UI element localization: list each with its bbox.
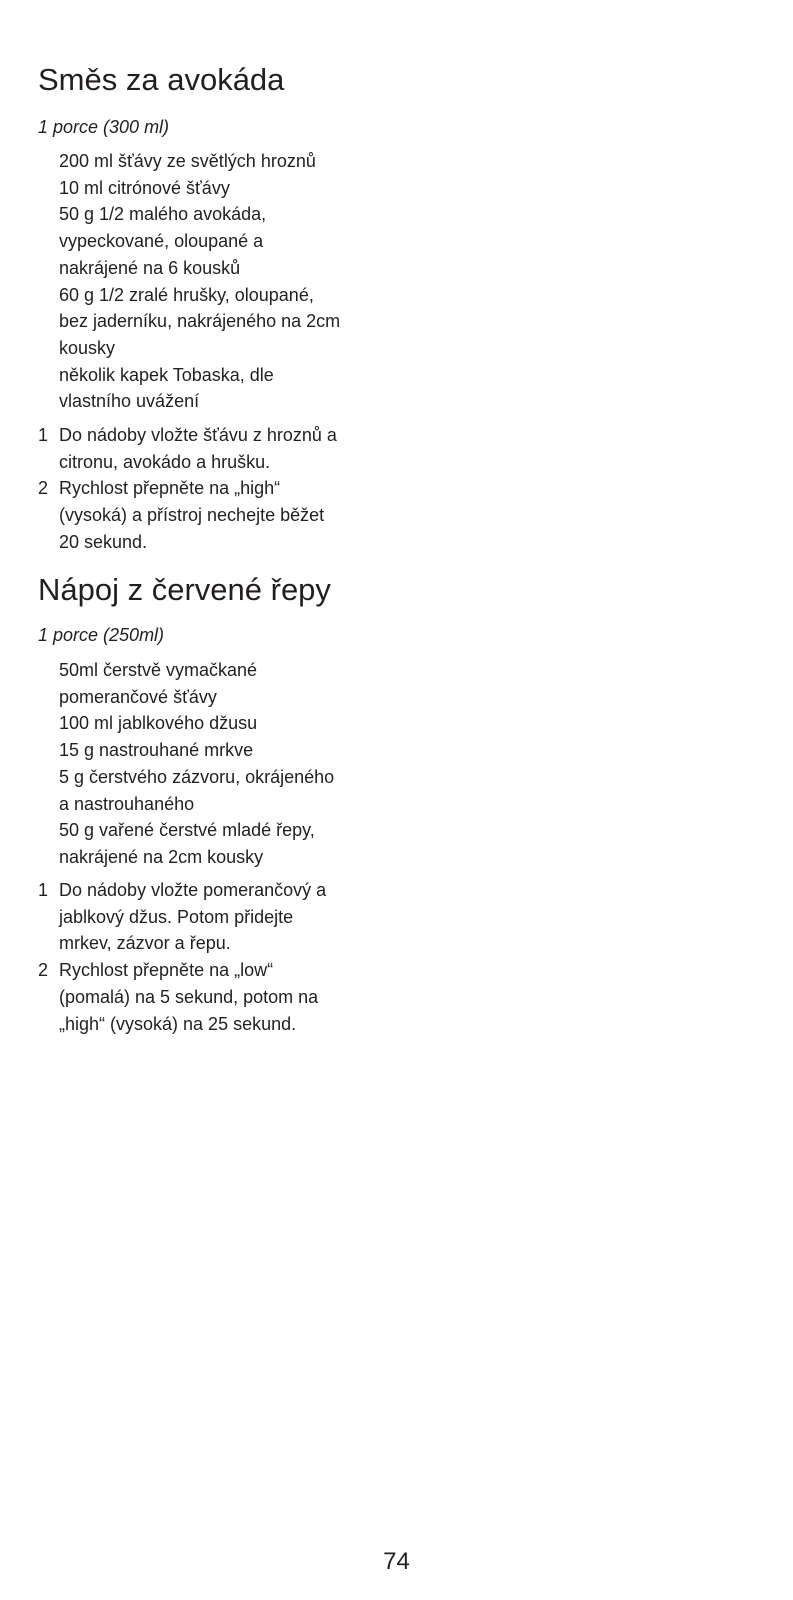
step-number: 2 (38, 478, 49, 499)
page-number: 74 (383, 1548, 410, 1575)
ingredient-item: 5 g čerstvého zázvoru, okrájeného a nastrouhaného (59, 766, 335, 814)
step-text: Do nádoby vložte šťávu z hroznů a citronu, avokádo a hrušku. (59, 425, 337, 472)
step-number: 1 (38, 880, 49, 900)
step-list (38, 877, 398, 1037)
step-text: Do nádoby vložte pomerančový a jablkový džus. Potom přidejte mrkev, zázvor a řepu. (59, 880, 327, 954)
recipe-title: Směs za avokáda (38, 62, 285, 97)
ingredient-item: 10 ml citrónové šťávy (59, 177, 230, 198)
ingredient-item: 50 g vařené čerstvé mladé řepy, nakrájené na 2cm kousky (59, 820, 315, 867)
ingredient-item: 60 g 1/2 zralé hrušky, oloupané, bez jaderníku, nakrájeného na 2cm kousky (59, 284, 341, 358)
step-list (38, 422, 398, 556)
ingredient-item: 50 g 1/2 malého avokáda, vypeckované, oloupané a nakrájené na 6 kousků (59, 204, 267, 278)
ingredient-item: 200 ml šťávy ze světlých hroznů (59, 151, 316, 171)
step-item (38, 957, 398, 1037)
step-item (38, 475, 398, 555)
ingredient-item: 15 g nastrouhané mrkve (59, 740, 254, 761)
ingredient-list (38, 657, 419, 871)
ingredient-item: 50ml čerstvě vymačkané pomerančové šťávy (59, 660, 258, 707)
portion-info: 1 porce (300 ml) (38, 117, 170, 137)
ingredient-list (38, 148, 419, 415)
step-item (38, 877, 398, 957)
step-number: 2 (38, 960, 49, 981)
portion-info: 1 porce (250ml) (38, 625, 165, 645)
ingredient-item: 100 ml jablkového džusu (59, 713, 258, 734)
ingredient-item: několik kapek Tobaska, dle vlastního uvážení (59, 364, 274, 412)
step-item (38, 422, 398, 475)
recipe-title: Nápoj z červené řepy (38, 572, 331, 607)
step-text: Rychlost přepněte na „high“ (vysoká) a přístroj nechejte běžet 20 sekund. (59, 478, 325, 552)
step-text: Rychlost přepněte na „low“ (pomalá) na 5 sekund, potom na „high“ (vysoká) na 25 sekund. (59, 960, 319, 1034)
step-number: 1 (38, 425, 49, 445)
